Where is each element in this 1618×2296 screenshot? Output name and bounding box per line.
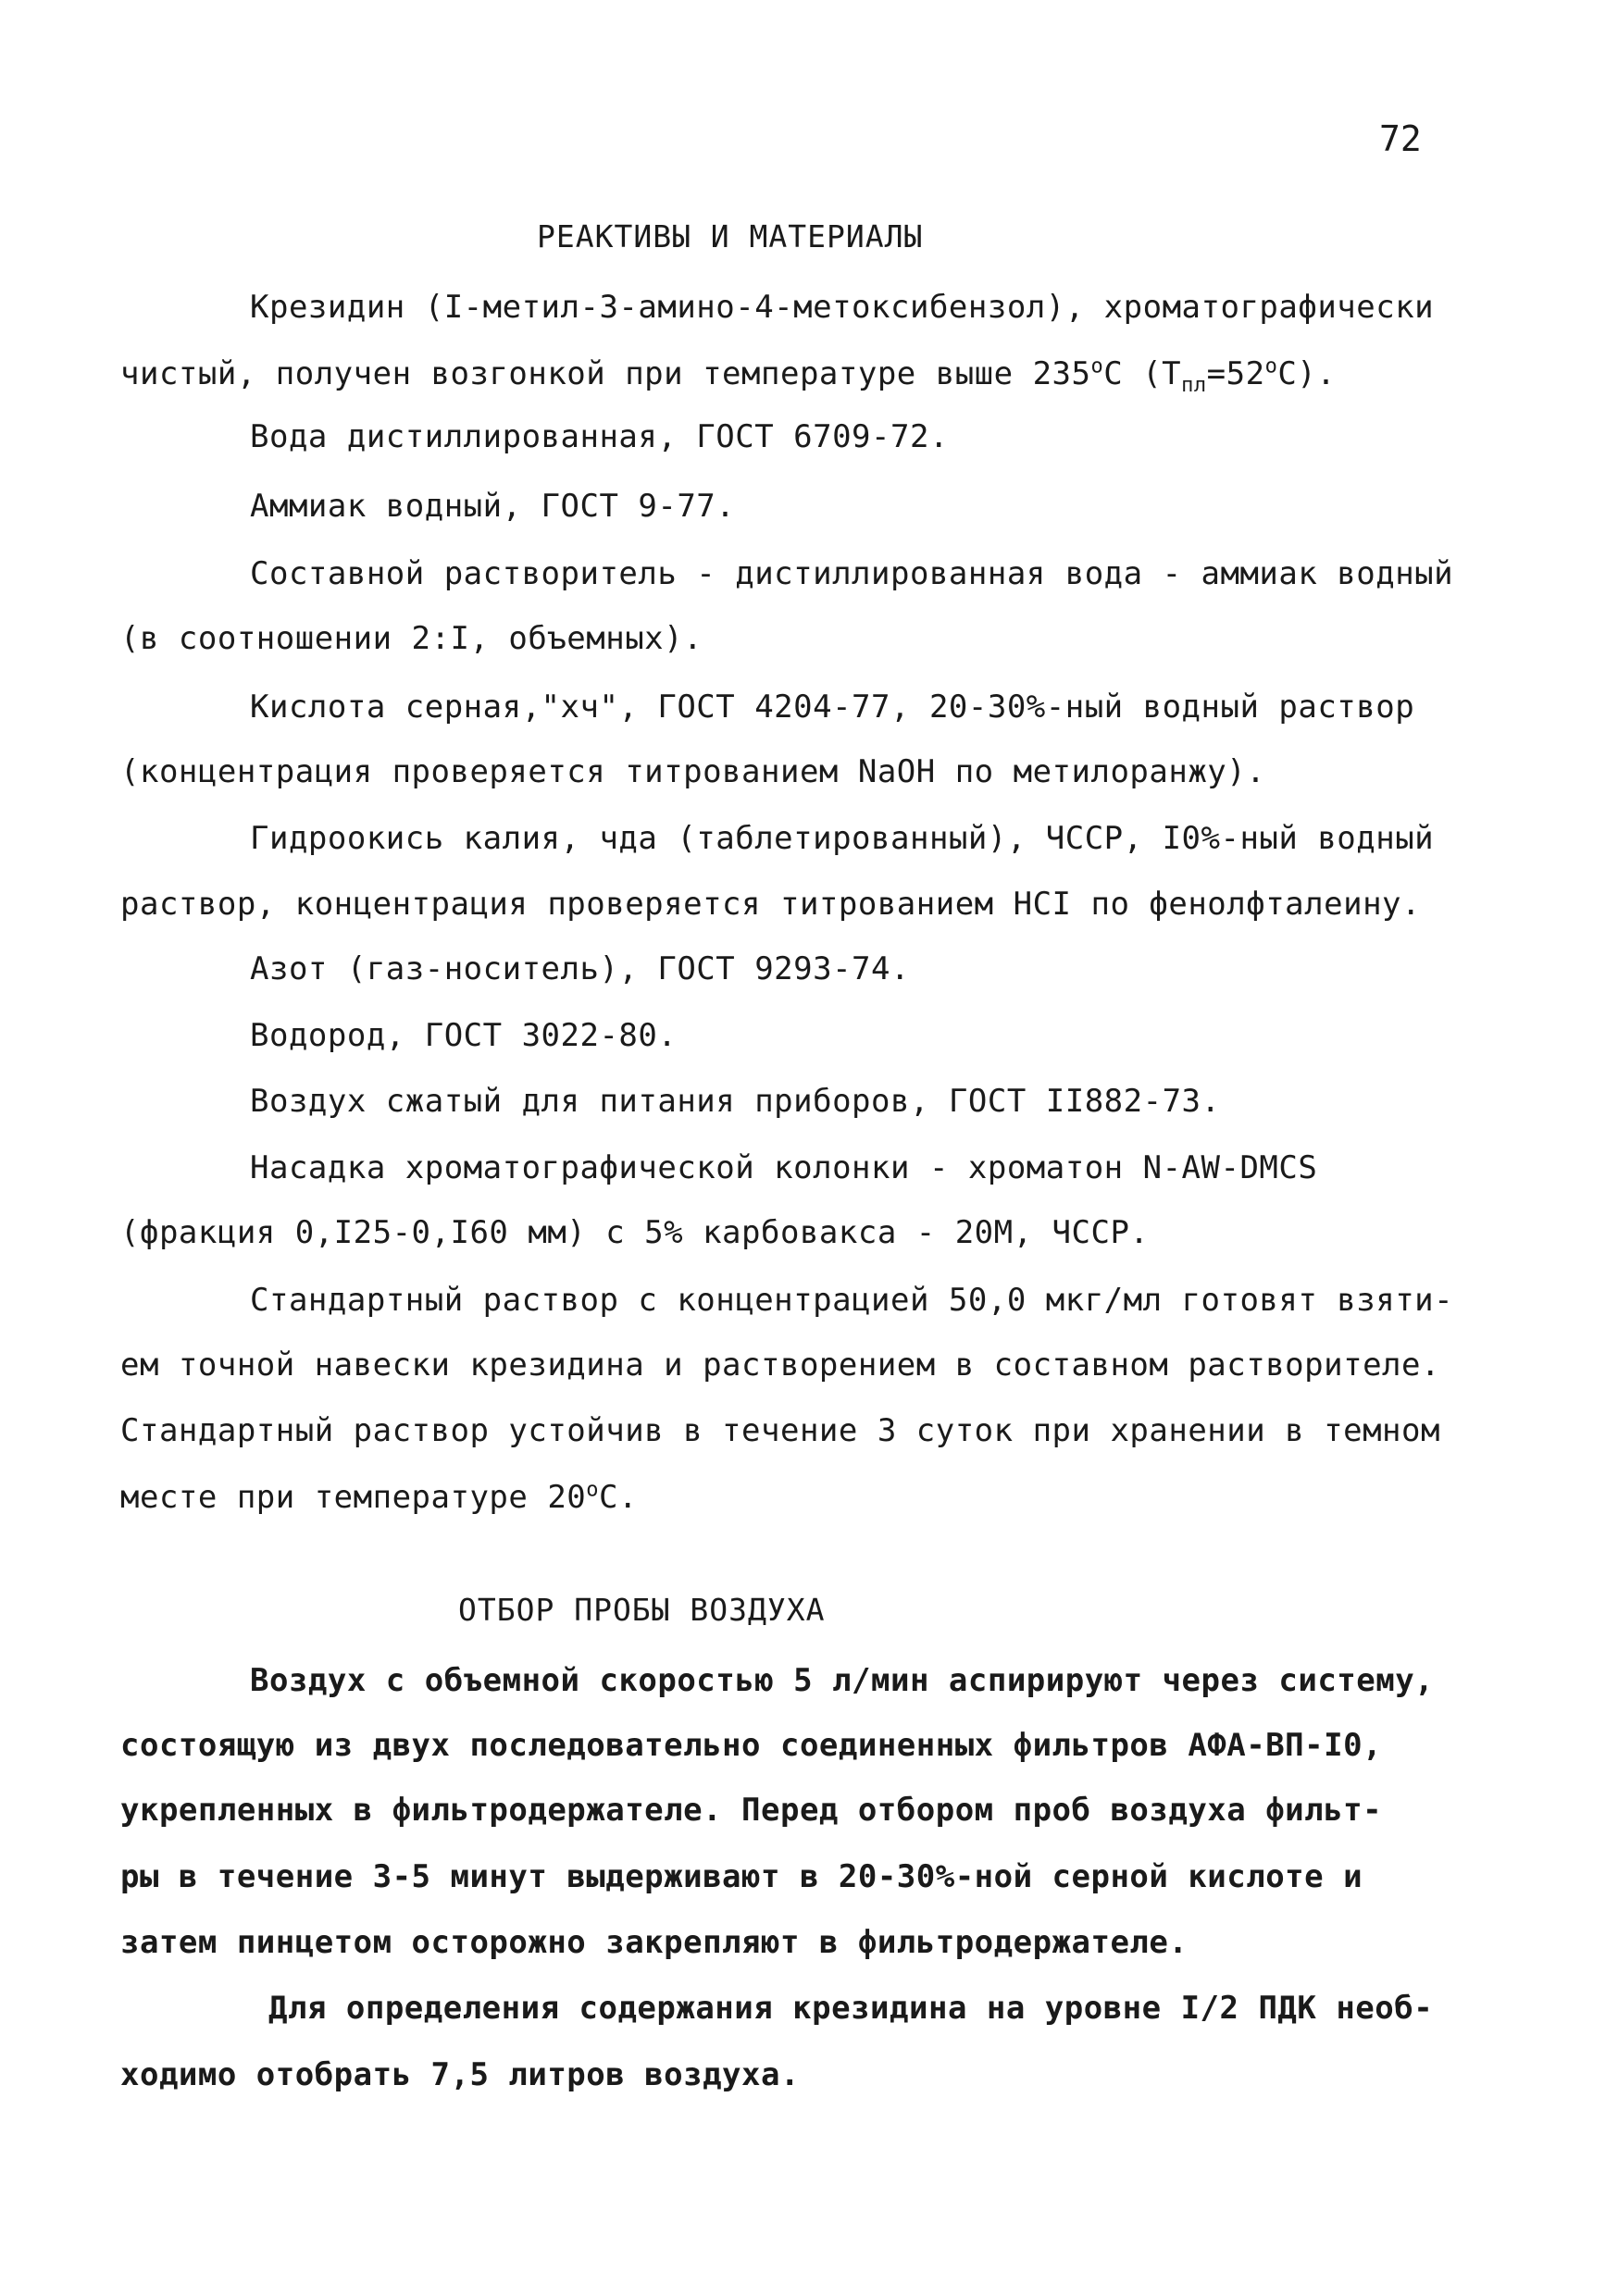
text-line: Насадка хроматографической колонки - хроматон N-AW-DMCS: [250, 1149, 1318, 1186]
text-line: состоящую из двух последовательно соединенных фильтров АФА-ВП-I0,: [120, 1727, 1383, 1764]
degree-sign: о: [1264, 354, 1278, 379]
text-line: Составной растворитель - дистиллированная вода - аммиак водный: [250, 555, 1454, 592]
text-fragment: чистый, получен возгонкой при температуре выше 235: [120, 355, 1091, 392]
degree-sign: о: [1090, 354, 1104, 379]
text-fragment: С.: [599, 1479, 638, 1516]
text-line: (в соотношении 2:I, объемных).: [120, 620, 703, 657]
text-line: Кислота серная,"хч", ГОСТ 4204-77, 20-30%-ный водный раствор: [250, 689, 1415, 726]
text-line: укрепленных в фильтродержателе. Перед отбором проб воздуха фильт-: [120, 1792, 1383, 1829]
text-line: ры в течение 3-5 минут выдерживают в 20-30%-ной серной кислоте и: [120, 1858, 1363, 1895]
subscript-melting: пл: [1181, 373, 1207, 397]
degree-sign: о: [586, 1478, 600, 1502]
text-line: (концентрация проверяется титрованием NaOH по метилоранжу).: [120, 753, 1266, 790]
text-line: Стандартный раствор устойчив в течение 3 суток при хранении в темном: [120, 1412, 1440, 1449]
text-line: [120, 1477, 638, 1518]
text-fragment: С (Т: [1103, 355, 1182, 392]
text-line: Воздух с объемной скоростью 5 л/мин аспирируют через систему,: [250, 1662, 1435, 1699]
text-line: ходимо отобрать 7,5 литров воздуха.: [120, 2056, 800, 2093]
text-line: Вода дистиллированная, ГОСТ 6709-72.: [250, 418, 949, 455]
section-title-reagents: РЕАКТИВЫ И МАТЕРИАЛЫ: [537, 218, 924, 254]
text-fragment: =52: [1206, 355, 1265, 392]
text-line: Аммиак водный, ГОСТ 9-77.: [250, 488, 736, 525]
text-line: затем пинцетом осторожно закрепляют в фильтродержателе.: [120, 1924, 1189, 1961]
text-line: (фракция 0,I25-0,I60 мм) с 5% карбовакса - 20М, ЧССР.: [120, 1214, 1150, 1251]
text-line: раствор, концентрация проверяется титрованием HCI по фенолфталеину.: [120, 886, 1421, 923]
text-line: ем точной навески крезидина и растворением в составном растворителе.: [120, 1347, 1440, 1384]
page-number: 72: [1379, 118, 1422, 159]
text-line: Воздух сжатый для питания приборов, ГОСТ II882-73.: [250, 1083, 1221, 1120]
text-line: Крезидин (I-метил-3-амино-4-метоксибензол), хроматографически: [250, 289, 1435, 326]
text-line: Стандартный раствор с концентрацией 50,0 мкг/мл готовят взяти-: [250, 1282, 1454, 1319]
text-line: [120, 354, 1337, 397]
text-line: Для определения содержания крезидина на уровне I/2 ПДК необ-: [268, 1990, 1434, 2027]
text-line: Водород, ГОСТ 3022-80.: [250, 1017, 678, 1054]
text-line: Азот (газ-носитель), ГОСТ 9293-74.: [250, 950, 910, 987]
section-title-air-sampling: ОТБОР ПРОБЫ ВОЗДУХА: [458, 1592, 826, 1628]
text-fragment: месте при температуре 20: [120, 1479, 587, 1516]
text-line: Гидроокись калия, чда (таблетированный), ЧССР, I0%-ный водный: [250, 820, 1435, 857]
text-fragment: С).: [1277, 355, 1337, 392]
